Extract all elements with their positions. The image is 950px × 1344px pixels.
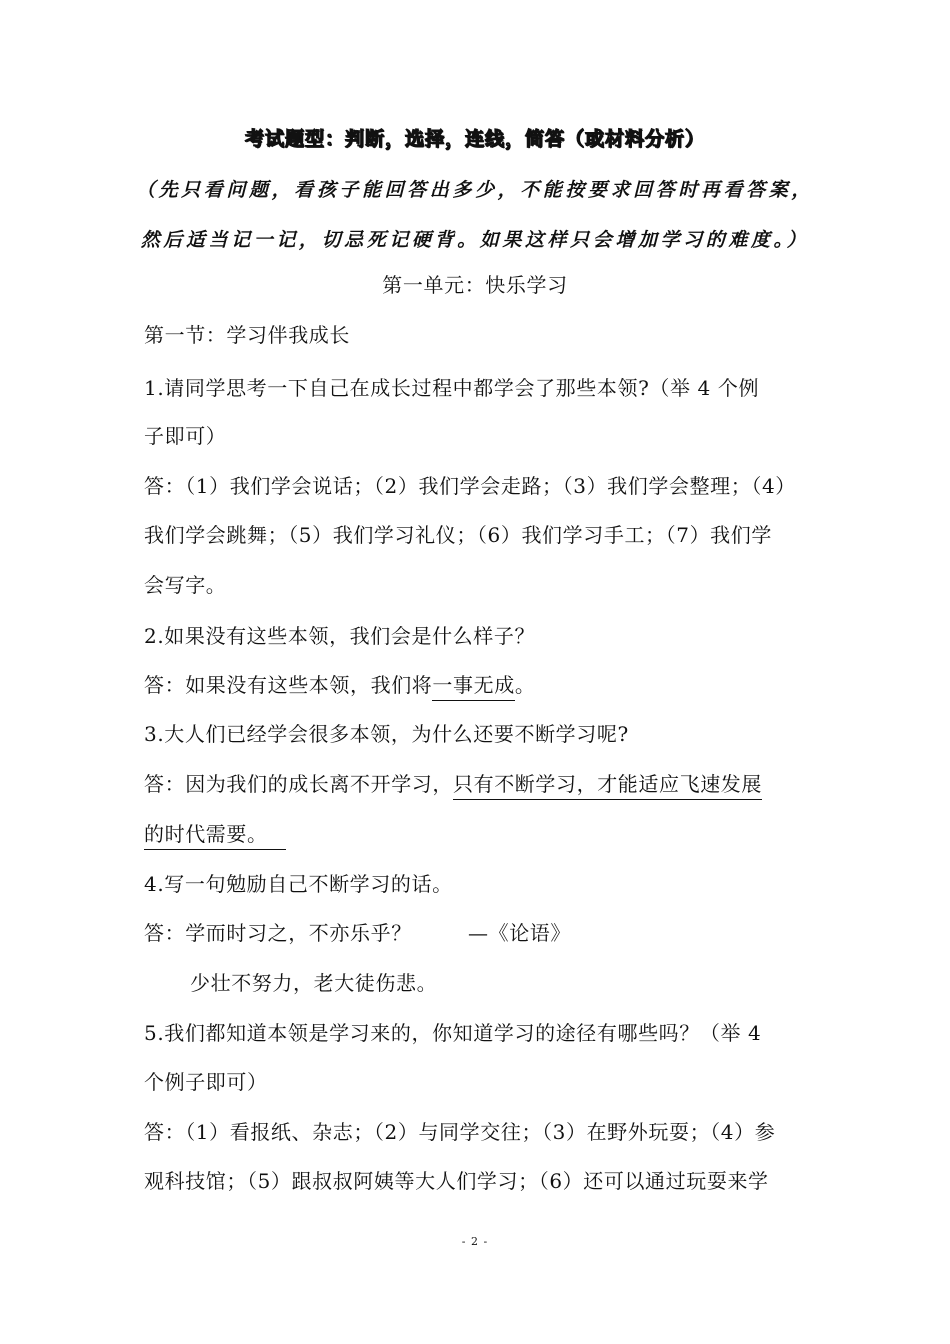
answer-4-quote-1: 答：学而时习之，不亦乐乎？ bbox=[144, 921, 412, 945]
answer-1-line-1: 答：（1）我们学会说话；（2）我们学会走路；（3）我们学会整理；（4） bbox=[144, 474, 796, 498]
unit-title: 第一单元：快乐学习 bbox=[382, 273, 568, 297]
answer-3-underlined-2: 的时代需要。 bbox=[144, 822, 286, 850]
question-2: 2.如果没有这些本领，我们会是什么样子？ bbox=[144, 624, 536, 648]
exam-type-heading: 考试题型：判断，选择，连线，简答（或材料分析） bbox=[244, 128, 705, 150]
answer-5-line-2: 观科技馆；（5）跟叔叔阿姨等大人们学习；（6）还可以通过玩耍来学 bbox=[144, 1169, 769, 1193]
question-3: 3.大人们已经学会很多本领，为什么还要不断学习呢? bbox=[144, 722, 629, 746]
answer-3-line-1 bbox=[144, 770, 762, 798]
study-note-line-2: 然后适当记一记，切忌死记硬背。如果这样只会增加学习的难度。） bbox=[140, 229, 810, 251]
answer-2 bbox=[144, 671, 535, 699]
answer-3-line-2 bbox=[144, 820, 286, 848]
question-5-line-1: 5.我们都知道本领是学习来的，你知道学习的途径有哪些吗？（举 4 bbox=[144, 1021, 762, 1045]
question-5-line-2: 个例子即可） bbox=[144, 1070, 268, 1094]
answer-3-prefix: 答：因为我们的成长离不开学习， bbox=[144, 772, 453, 796]
answer-4-quote-2: 少壮不努力，老大徒伤悲。 bbox=[190, 971, 438, 995]
section-title: 第一节：学习伴我成长 bbox=[144, 323, 350, 347]
question-1-line-1: 1.请同学思考一下自己在成长过程中都学会了那些本领?（举 4 个例 bbox=[144, 376, 760, 400]
answer-3-underlined-1: 只有不断学习，才能适应飞速发展 bbox=[453, 772, 762, 800]
answer-2-underlined: 一事无成 bbox=[432, 673, 514, 701]
answer-2-prefix: 答：如果没有这些本领，我们将 bbox=[144, 673, 433, 697]
answer-4-source-1: —《论语》 bbox=[468, 921, 571, 945]
study-note-line-1: （先只看问题，看孩子能回答出多少，不能按要求回答时再看答案， bbox=[135, 179, 814, 201]
answer-1-line-3: 会写字。 bbox=[144, 573, 227, 597]
answer-1-line-2: 我们学会跳舞；（5）我们学习礼仪；（6）我们学习手工；（7）我们学 bbox=[144, 523, 772, 547]
answer-5-line-1: 答：（1）看报纸、杂志；（2）与同学交往；（3）在野外玩耍；（4）参 bbox=[144, 1120, 776, 1144]
question-4: 4.写一句勉励自己不断学习的话。 bbox=[144, 872, 453, 896]
answer-2-suffix: 。 bbox=[514, 673, 536, 697]
question-1-line-2: 子即可） bbox=[144, 424, 227, 448]
page-number: - 2 - bbox=[461, 1235, 489, 1248]
